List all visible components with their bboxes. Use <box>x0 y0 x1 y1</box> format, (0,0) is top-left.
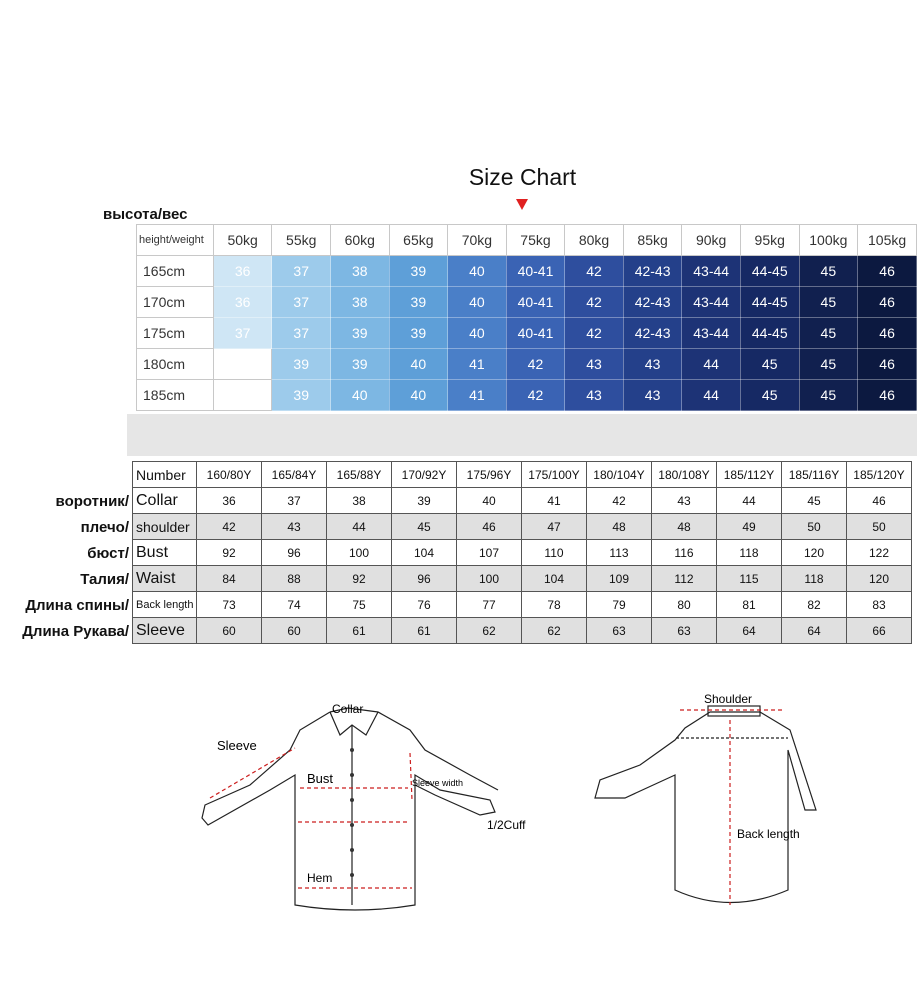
russian-measure-label: бюст/ <box>87 545 129 562</box>
size-cell: 37 <box>272 287 331 318</box>
size-code-header: 180/108Y <box>652 462 717 488</box>
size-code-header: 185/120Y <box>847 462 912 488</box>
size-cell: 39 <box>272 380 331 411</box>
measure-value: 80 <box>652 592 717 618</box>
size-cell: 40 <box>448 256 507 287</box>
size-cell: 45 <box>740 349 799 380</box>
size-cell <box>213 349 272 380</box>
size-table <box>136 224 917 411</box>
weight-header: 65kg <box>389 225 448 256</box>
measure-label: Bust <box>133 540 197 566</box>
size-cell: 36 <box>213 287 272 318</box>
measure-value: 60 <box>262 618 327 644</box>
size-cell: 40-41 <box>506 318 565 349</box>
size-cell: 40-41 <box>506 287 565 318</box>
size-cell: 37 <box>272 256 331 287</box>
size-cell: 40 <box>331 380 390 411</box>
size-cell: 45 <box>740 380 799 411</box>
size-cell: 44 <box>682 349 741 380</box>
weight-header: 90kg <box>682 225 741 256</box>
measure-row <box>133 566 912 592</box>
measure-value: 62 <box>522 618 587 644</box>
back-length-label: Back length <box>737 827 800 841</box>
size-cell: 43 <box>565 380 624 411</box>
size-cell: 43 <box>565 349 624 380</box>
measure-value: 73 <box>197 592 262 618</box>
measure-value: 75 <box>327 592 392 618</box>
measure-value: 92 <box>327 566 392 592</box>
measure-value: 92 <box>197 540 262 566</box>
size-cell: 46 <box>858 287 917 318</box>
measure-row <box>133 592 912 618</box>
size-cell: 40 <box>389 349 448 380</box>
measure-value: 61 <box>327 618 392 644</box>
front-measure-lines <box>210 748 412 888</box>
size-cell: 37 <box>213 318 272 349</box>
measure-value: 63 <box>652 618 717 644</box>
size-cell: 45 <box>799 318 858 349</box>
size-cell: 39 <box>331 349 390 380</box>
measure-value: 44 <box>717 488 782 514</box>
shoulder-label: Shoulder <box>704 692 753 706</box>
size-cell: 39 <box>389 318 448 349</box>
sleeve-width-label: Sleeve width <box>412 778 464 788</box>
measurement-table <box>132 461 912 644</box>
measure-value: 88 <box>262 566 327 592</box>
weight-header: 50kg <box>213 225 272 256</box>
size-code-header: 185/116Y <box>782 462 847 488</box>
size-cell: 40-41 <box>506 256 565 287</box>
size-cell: 46 <box>858 349 917 380</box>
number-header: Number <box>133 462 197 488</box>
chart-title: Size Chart <box>468 164 577 190</box>
size-cell: 41 <box>448 349 507 380</box>
russian-measure-label: Длина Рукава/ <box>22 623 129 640</box>
size-row <box>137 380 917 411</box>
measure-label: Back length <box>133 592 197 618</box>
height-label: 175cm <box>137 318 214 349</box>
measure-value: 79 <box>587 592 652 618</box>
size-row <box>137 287 917 318</box>
size-cell: 45 <box>799 380 858 411</box>
russian-measure-label: Талия/ <box>80 571 129 588</box>
measure-row <box>133 618 912 644</box>
size-cell: 36 <box>213 256 272 287</box>
measure-value: 104 <box>392 540 457 566</box>
height-label: 170cm <box>137 287 214 318</box>
measure-value: 60 <box>197 618 262 644</box>
measure-value: 110 <box>522 540 587 566</box>
size-cell: 39 <box>389 256 448 287</box>
measure-value: 113 <box>587 540 652 566</box>
measure-row <box>133 514 912 540</box>
size-row <box>137 349 917 380</box>
russian-measure-label: Длина спины/ <box>25 597 129 614</box>
back-shirt-outline <box>595 706 816 903</box>
measure-value: 38 <box>327 488 392 514</box>
measure-value: 77 <box>457 592 522 618</box>
size-code-header: 175/96Y <box>457 462 522 488</box>
size-cell: 39 <box>331 318 390 349</box>
size-code-header: 175/100Y <box>522 462 587 488</box>
size-cell: 44-45 <box>740 256 799 287</box>
measure-value: 120 <box>782 540 847 566</box>
measure-label: Sleeve <box>133 618 197 644</box>
back-measure-lines <box>680 710 785 905</box>
size-cell: 42-43 <box>623 318 682 349</box>
size-cell: 42 <box>565 256 624 287</box>
size-cell: 46 <box>858 256 917 287</box>
measure-value: 118 <box>782 566 847 592</box>
measure-label: Waist <box>133 566 197 592</box>
weight-header: 55kg <box>272 225 331 256</box>
size-cell: 45 <box>799 287 858 318</box>
size-cell: 46 <box>858 318 917 349</box>
weight-header: 75kg <box>506 225 565 256</box>
measure-value: 76 <box>392 592 457 618</box>
size-cell: 44-45 <box>740 318 799 349</box>
size-cell: 38 <box>331 256 390 287</box>
measure-row <box>133 488 912 514</box>
measure-value: 66 <box>847 618 912 644</box>
measure-value: 62 <box>457 618 522 644</box>
measure-value: 37 <box>262 488 327 514</box>
size-cell: 42-43 <box>623 287 682 318</box>
bust-label: Bust <box>307 771 334 786</box>
size-cell: 46 <box>858 380 917 411</box>
measure-value: 78 <box>522 592 587 618</box>
measure-value: 48 <box>587 514 652 540</box>
measure-value: 122 <box>847 540 912 566</box>
down-arrow-icon <box>516 199 528 210</box>
measure-value: 40 <box>457 488 522 514</box>
size-cell: 42 <box>565 287 624 318</box>
measure-label: shoulder <box>133 514 197 540</box>
measure-value: 46 <box>457 514 522 540</box>
size-code-header: 185/112Y <box>717 462 782 488</box>
size-cell: 45 <box>799 349 858 380</box>
measure-row <box>133 540 912 566</box>
front-shirt-diagram <box>180 690 560 930</box>
measure-value: 81 <box>717 592 782 618</box>
measure-value: 42 <box>197 514 262 540</box>
measure-value: 47 <box>522 514 587 540</box>
size-code-header: 165/84Y <box>262 462 327 488</box>
cuff-label: 1/2Cuff <box>487 818 526 832</box>
size-cell: 41 <box>448 380 507 411</box>
measure-value: 39 <box>392 488 457 514</box>
measure-value: 115 <box>717 566 782 592</box>
size-cell: 40 <box>448 318 507 349</box>
size-cell: 43 <box>623 380 682 411</box>
height-label: 165cm <box>137 256 214 287</box>
measure-value: 112 <box>652 566 717 592</box>
measure-value: 49 <box>717 514 782 540</box>
size-cell: 44 <box>682 380 741 411</box>
measure-value: 36 <box>197 488 262 514</box>
measure-value: 100 <box>327 540 392 566</box>
measure-value: 107 <box>457 540 522 566</box>
size-code-header: 180/104Y <box>587 462 652 488</box>
separator-band <box>127 414 917 456</box>
size-cell: 38 <box>331 287 390 318</box>
size-code-header: 165/88Y <box>327 462 392 488</box>
measure-value: 74 <box>262 592 327 618</box>
collar-label: Collar <box>332 702 364 716</box>
size-cell: 43-44 <box>682 256 741 287</box>
height-label: 180cm <box>137 349 214 380</box>
weight-header: 80kg <box>565 225 624 256</box>
size-cell: 40 <box>389 380 448 411</box>
measure-value: 96 <box>392 566 457 592</box>
measure-value: 42 <box>587 488 652 514</box>
measure-value: 118 <box>717 540 782 566</box>
measure-value: 45 <box>392 514 457 540</box>
measure-value: 64 <box>782 618 847 644</box>
size-cell: 42 <box>565 318 624 349</box>
measure-label: Collar <box>133 488 197 514</box>
measure-value: 43 <box>262 514 327 540</box>
size-cell: 44-45 <box>740 287 799 318</box>
size-cell: 39 <box>272 349 331 380</box>
measure-value: 82 <box>782 592 847 618</box>
back-shirt-diagram <box>580 690 830 920</box>
size-cell: 39 <box>389 287 448 318</box>
measure-value: 116 <box>652 540 717 566</box>
size-cell: 42 <box>506 380 565 411</box>
sleeve-label: Sleeve <box>217 738 257 753</box>
height-label: 185cm <box>137 380 214 411</box>
measure-value: 83 <box>847 592 912 618</box>
measure-value: 45 <box>782 488 847 514</box>
weight-header: 105kg <box>858 225 917 256</box>
russian-measure-label: плечо/ <box>80 519 129 536</box>
weight-header: 60kg <box>331 225 390 256</box>
size-code-header: 170/92Y <box>392 462 457 488</box>
russian-measure-label: воротник/ <box>55 493 129 510</box>
weight-header: 100kg <box>799 225 858 256</box>
size-cell: 42-43 <box>623 256 682 287</box>
size-cell: 43 <box>623 349 682 380</box>
size-row <box>137 318 917 349</box>
size-cell <box>213 380 272 411</box>
corner-label: height/weight <box>137 225 214 256</box>
size-cell: 42 <box>506 349 565 380</box>
measure-value: 61 <box>392 618 457 644</box>
size-cell: 45 <box>799 256 858 287</box>
size-cell: 40 <box>448 287 507 318</box>
weight-header: 95kg <box>740 225 799 256</box>
measure-value: 104 <box>522 566 587 592</box>
measure-value: 41 <box>522 488 587 514</box>
russian-height-weight-label: высота/вес <box>103 206 188 223</box>
weight-header: 85kg <box>623 225 682 256</box>
measure-value: 50 <box>782 514 847 540</box>
size-row <box>137 256 917 287</box>
size-cell: 43-44 <box>682 318 741 349</box>
hem-label: Hem <box>307 871 333 885</box>
weight-header: 70kg <box>448 225 507 256</box>
size-cell: 43-44 <box>682 287 741 318</box>
measure-value: 48 <box>652 514 717 540</box>
measure-value: 44 <box>327 514 392 540</box>
measure-value: 46 <box>847 488 912 514</box>
size-code-header: 160/80Y <box>197 462 262 488</box>
measure-value: 50 <box>847 514 912 540</box>
measure-value: 109 <box>587 566 652 592</box>
measure-value: 96 <box>262 540 327 566</box>
measure-value: 63 <box>587 618 652 644</box>
size-cell: 37 <box>272 318 331 349</box>
measure-value: 64 <box>717 618 782 644</box>
measure-value: 84 <box>197 566 262 592</box>
measure-value: 120 <box>847 566 912 592</box>
measure-value: 100 <box>457 566 522 592</box>
measure-value: 43 <box>652 488 717 514</box>
